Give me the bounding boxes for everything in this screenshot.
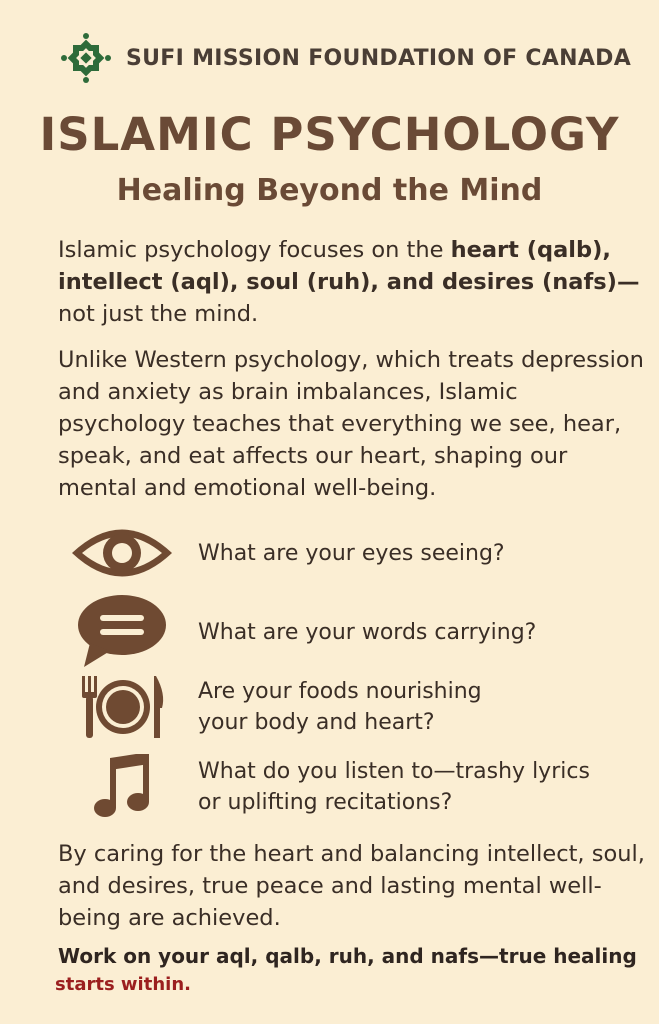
closing-highlight: starts within. <box>55 974 191 995</box>
plate-fork-knife-icon <box>76 674 168 740</box>
intro-bold-heart: heart (qalb), <box>450 237 611 263</box>
question-line1: What do you listen to—trashy lyrics <box>198 759 590 784</box>
eye-icon <box>70 522 174 584</box>
intro-bold-rest: intellect (aql), soul (ruh), and desires (nafs)— <box>58 269 640 295</box>
intro-tail: not just the mind. <box>58 301 259 327</box>
question-row-words <box>60 592 620 672</box>
question-text <box>198 756 590 818</box>
music-note-icon <box>92 754 152 820</box>
eight-point-star-logo-icon <box>60 32 112 84</box>
question-text <box>198 617 536 648</box>
intro-text: Islamic psychology focuses on the <box>58 237 451 263</box>
page-subtitle: Healing Beyond the Mind <box>116 173 543 208</box>
organization-name: SUFI MISSION FOUNDATION OF CANADA <box>126 45 632 71</box>
page-title: ISLAMIC PSYCHOLOGY <box>39 108 620 161</box>
question-line2: your body and heart? <box>198 710 435 735</box>
question-line1: What are your eyes seeing? <box>198 540 505 566</box>
question-line2: or uplifting recitations? <box>198 790 453 815</box>
conclusion-paragraph: By caring for the heart and balancing intellect, soul, and desires, true peace and lasting mental well-being are achieved. <box>58 841 645 931</box>
question-line1: Are your foods nourishing <box>198 679 482 704</box>
header <box>60 32 631 84</box>
question-row-music <box>60 752 620 822</box>
intro-paragraph <box>58 234 648 330</box>
contrast-paragraph: Unlike Western psychology, which treats depression and anxiety as brain imbalances, Islamic psychology teaches that everything we see, hear, speak, and eat affects our heart, shaping our mental and emotional well-being. <box>58 347 644 501</box>
question-text <box>198 676 482 738</box>
question-row-eyes <box>60 518 620 588</box>
question-row-food <box>60 668 620 746</box>
closing-line: Work on your aql, qalb, ruh, and nafs—true healing <box>58 944 637 968</box>
question-text <box>198 538 505 569</box>
speech-bubble-icon <box>76 593 168 671</box>
question-line1: What are your words carrying? <box>198 619 537 645</box>
